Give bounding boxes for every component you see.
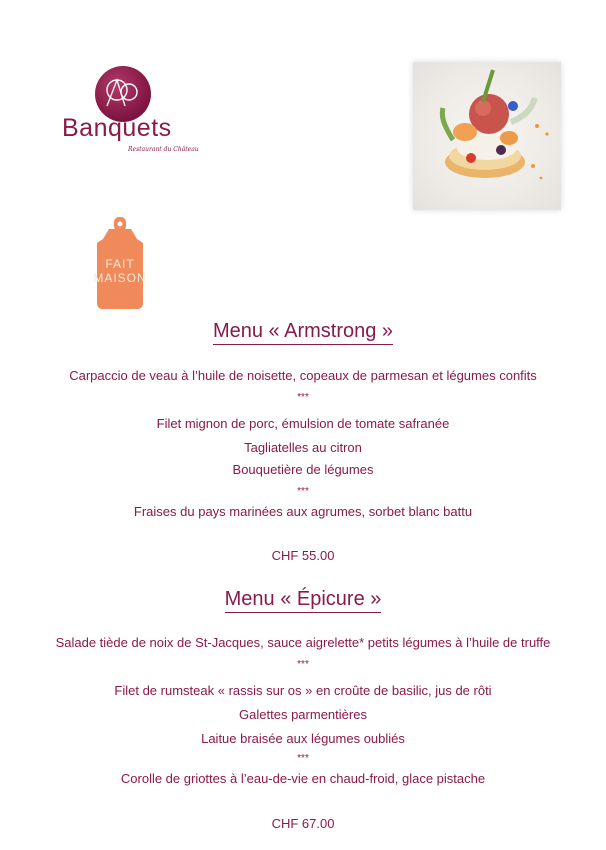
menu-armstrong-title [0, 320, 606, 345]
fait-maison-badge [93, 217, 147, 309]
menu-line: Carpaccio de veau à l’huile de noisette, copeaux de parmesan et légumes confits [69, 368, 537, 383]
menu-line: Salade tiède de noix de St-Jacques, sauce aigrelette* petits légumes à l’huile de truffe [55, 635, 551, 650]
course-separator: *** [297, 486, 309, 497]
menu-line: Filet de rumsteak « rassis sur os » en croûte de basilic, jus de rôti [114, 683, 492, 698]
course-separator: *** [297, 392, 309, 403]
menu-line: Galettes parmentières [239, 707, 367, 722]
badge-line-1: FAIT [105, 257, 135, 271]
menu-epicure-title [0, 588, 606, 613]
course-separator: *** [297, 753, 309, 764]
badge-line-2: MAISON [93, 271, 147, 285]
restaurant-logo [58, 66, 208, 166]
menu-line: Laitue braisée aux légumes oubliés [201, 731, 405, 746]
menu-title: Menu « Armstrong » [213, 320, 393, 345]
menu-line: Corolle de griottes à l’eau-de-vie en chaud-froid, glace pistache [120, 771, 486, 786]
dish-photo [413, 62, 561, 210]
logo-wordmark: Banquets [62, 114, 172, 142]
menu-price: CHF 55.00 [271, 548, 335, 563]
menu-title: Menu « Épicure » [225, 588, 382, 613]
course-separator: *** [297, 659, 309, 670]
menu-line: Filet mignon de porc, émulsion de tomate safranée [156, 416, 450, 431]
menu-line: Fraises du pays marinées aux agrumes, sorbet blanc battu [133, 504, 473, 519]
menu-price: CHF 67.00 [271, 816, 335, 831]
menu-line: Tagliatelles au citron [244, 440, 362, 455]
logo-tagline: Restaurant du Château [128, 146, 199, 153]
menu-line: Bouquetière de légumes [232, 462, 374, 477]
